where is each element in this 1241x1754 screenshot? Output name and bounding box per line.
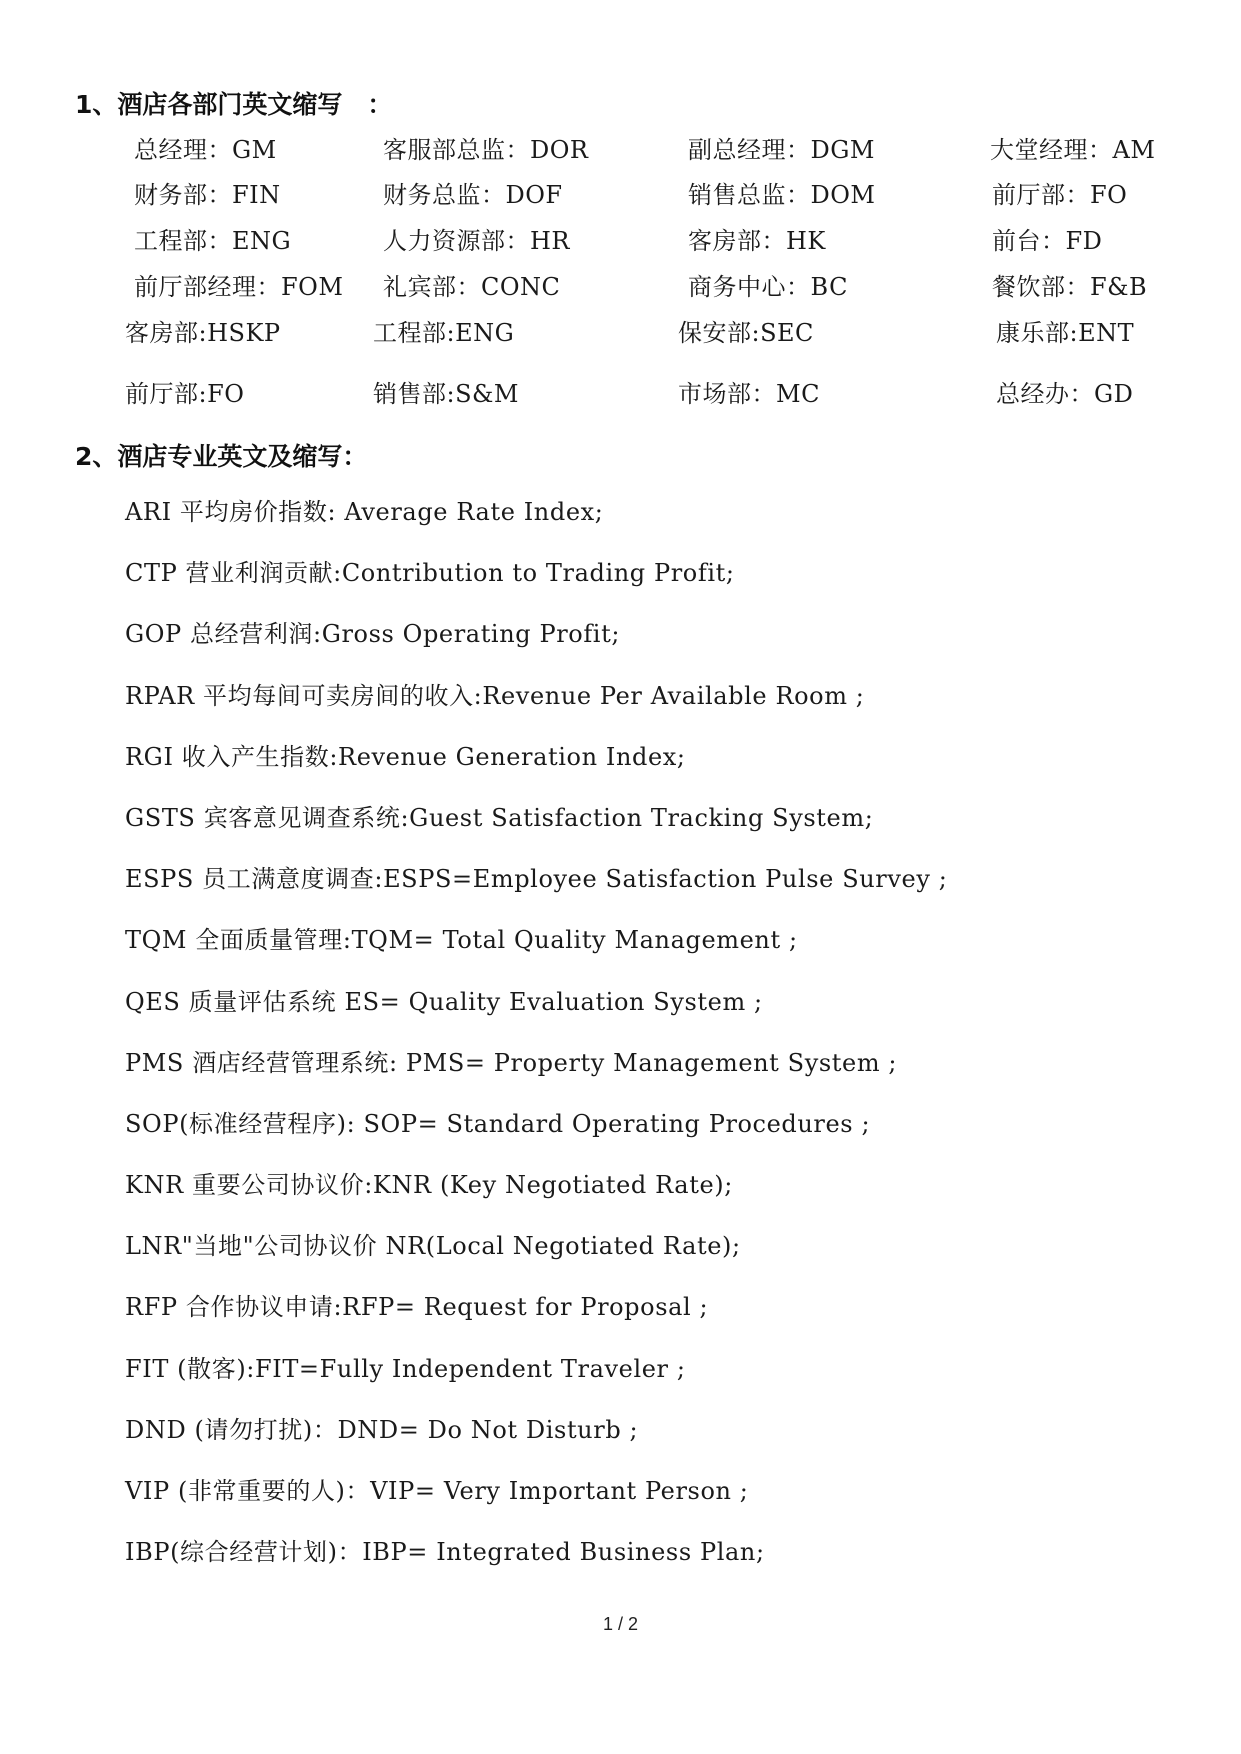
list-item: QES 质量评估系统 ES= Quality Evaluation System ; xyxy=(125,987,763,1016)
section-2-heading: 2、酒店专业英文及缩写： xyxy=(75,442,368,471)
list-item: FIT (散客):FIT=Fully Independent Traveler ; xyxy=(125,1354,686,1383)
grid-cell: 工程部：ENG xyxy=(134,227,292,255)
grid-cell: 礼宾部：CONC xyxy=(383,273,561,301)
list-item: KNR 重要公司协议价:KNR (Key Negotiated Rate); xyxy=(125,1171,733,1200)
list-item: DND (请勿打扰)：DND= Do Not Disturb ; xyxy=(125,1415,639,1444)
grid-cell: 市场部：MC xyxy=(678,380,820,408)
term-list xyxy=(125,492,1205,1593)
grid-cell: 工程部:ENG xyxy=(373,319,515,347)
grid-cell: 前厅部经理：FOM xyxy=(134,273,344,301)
grid-cell: 大堂经理：AM xyxy=(990,136,1156,164)
grid-row xyxy=(0,313,1241,353)
grid-row xyxy=(0,130,1241,170)
list-item: TQM 全面质量管理:TQM= Total Quality Management ; xyxy=(125,926,798,955)
grid-cell: 财务部：FIN xyxy=(134,181,281,209)
grid-cell: 总经办：GD xyxy=(996,380,1134,408)
list-item: LNR"当地"公司协议价 NR(Local Negotiated Rate); xyxy=(125,1232,741,1261)
list-item: PMS 酒店经营管理系统: PMS= Property Management System ; xyxy=(125,1048,898,1077)
list-item: GOP 总经营利润:Gross Operating Profit; xyxy=(125,620,621,649)
grid-cell: 商务中心：BC xyxy=(688,273,848,301)
grid-cell: 前厅部：FO xyxy=(992,181,1128,209)
grid-cell: 客房部：HK xyxy=(688,227,826,255)
grid-cell: 销售部:S&M xyxy=(373,380,519,408)
grid-cell: 保安部:SEC xyxy=(678,319,814,347)
grid-cell: 人力资源部：HR xyxy=(383,227,570,255)
list-item: RGI 收入产生指数:Revenue Generation Index; xyxy=(125,742,686,771)
grid-cell: 销售总监：DOM xyxy=(688,181,876,209)
list-item: CTP 营业利润贡献:Contribution to Trading Profit; xyxy=(125,559,735,588)
grid-cell: 餐饮部：F&B xyxy=(992,273,1148,301)
grid-cell: 康乐部:ENT xyxy=(996,319,1135,347)
grid-cell: 客房部:HSKP xyxy=(125,319,281,347)
page-number: 1 / 2 xyxy=(602,1614,639,1634)
grid-cell: 客服部总监：DOR xyxy=(383,136,589,164)
grid-cell: 前台：FD xyxy=(992,227,1103,255)
grid-row xyxy=(0,221,1241,261)
list-item: GSTS 宾客意见调查系统:Guest Satisfaction Tracking System; xyxy=(125,803,874,832)
list-item: ARI 平均房价指数: Average Rate Index; xyxy=(125,498,604,526)
list-item: SOP(标准经营程序): SOP= Standard Operating Procedures ; xyxy=(125,1109,871,1138)
grid-cell: 财务总监：DOF xyxy=(383,181,563,209)
list-item: RPAR 平均每间可卖房间的收入:Revenue Per Available Room ; xyxy=(125,681,865,710)
list-item: VIP (非常重要的人)：VIP= Very Important Person ; xyxy=(125,1477,749,1505)
grid-row xyxy=(0,267,1241,307)
list-item: ESPS 员工满意度调查:ESPS=Employee Satisfaction Pulse Survey ; xyxy=(125,865,948,894)
grid-row xyxy=(0,175,1241,215)
grid-cell: 副总经理：DGM xyxy=(688,136,875,164)
grid-cell: 前厅部:FO xyxy=(125,380,245,408)
grid-cell: 总经理：GM xyxy=(134,136,277,164)
grid-row xyxy=(0,374,1241,414)
list-item: IBP(综合经营计划)：IBP= Integrated Business Plan; xyxy=(125,1538,765,1567)
list-item: RFP 合作协议申请:RFP= Request for Proposal ; xyxy=(125,1293,709,1322)
section-1-heading: 1、酒店各部门英文缩写 ： xyxy=(75,90,393,119)
